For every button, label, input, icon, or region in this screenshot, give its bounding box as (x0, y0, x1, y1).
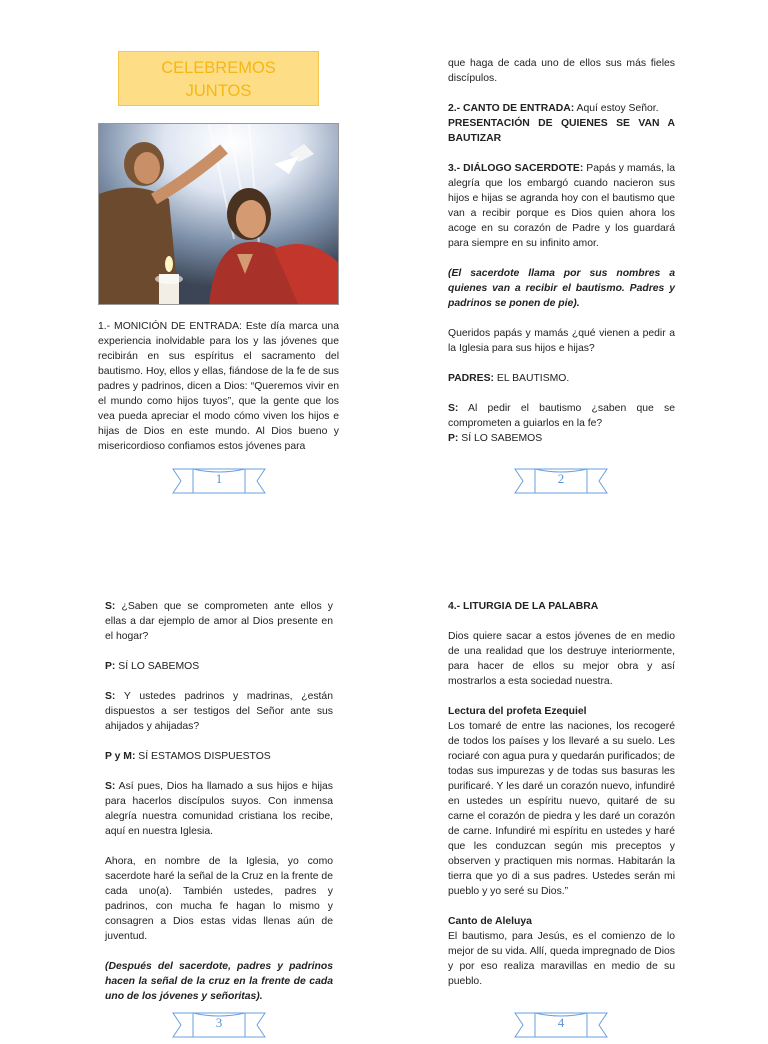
page-number-3: 3 (215, 1015, 223, 1030)
canto-entrada-text: Aquí estoy Señor. (574, 103, 659, 114)
dialogo-text: Papás y mamás, la alegría que los embargó cuando nacieron sus hijos e hijas se agranda hoy con el bautismo que van a recibir porque es Dios quien ahora los acoge en su corazón de Padre y los guardará para siempre en su infinito amor. (448, 163, 675, 249)
p-text: SÍ LO SABEMOS (458, 433, 543, 444)
pregunta-sacerdote (448, 401, 675, 431)
s2-label: S: (105, 691, 116, 702)
s-label: S: (448, 403, 459, 414)
lectura-text: Los tomaré de entre las naciones, los recogeré de todos los países y los llevaré a su suelo. Les rociaré con agua pura y quedarán purificados; de todas sus impurezas y de todas sus basuras les purificaré. Y les daré un corazón nuevo, infundiré en ustedes un espíritu nuevo, quitaré de su carne el corazón de piedra y les daré un corazón de carne. Infundiré mi espíritu en ustedes y haré que les conduzcan según mis preceptos y observen y practiquen mis normas. Habitarán la tierra que yo di a sus padres. Ustedes serán mi pueblo y yo seré su Dios.” (448, 721, 675, 897)
page-number-ribbon-1 (171, 467, 267, 495)
padres-label: PADRES: (448, 373, 494, 384)
lectura-title (448, 704, 675, 719)
s2-text: Y ustedes padrinos y madrinas, ¿están dispuestos a ser testigos del Señor ante sus ahijados y ahijadas? (105, 691, 333, 732)
page-number-ribbon-3 (171, 1011, 267, 1039)
canto-aleluya-text: El bautismo, para Jesús, es el comienzo de lo mejor de su vida. Allí, queda impregnado de Dios y por eso realiza maravillas en medio de su pueblo. (448, 931, 675, 987)
presentacion-label: PRESENTACIÓN DE QUIENES SE VAN A BAUTIZAR (448, 118, 675, 144)
monicion-paragraph: 1.- MONICIÓN DE ENTRADA: Este día marca una experiencia inolvidable para los y las jóvenes que recibirán en sus espíritus el sacramento del bautismo. Hoy, ellos y ellas, fiándose de la fe de sus padres y padrinos, dicen a Dios: “Queremos vivir en el mundo como hijos tuyos”, que la gente que los vea pueda apreciar el modo cómo viven los hijos e hijas de Dios en este mundo. Al Dios bueno y misericordioso confiamos estos jóvenes para (98, 321, 339, 452)
canto-aleluya-title (448, 914, 675, 929)
baptism-of-jesus-image (98, 123, 339, 305)
s3-line (105, 779, 333, 839)
pym-line (105, 749, 333, 764)
page2-text (448, 56, 675, 446)
title-line-2: JUNTOS (185, 82, 252, 100)
s1-text: ¿Saben que se comprometen ante ellos y ellas a dar ejemplo de amor al Dios presente en el hogar? (105, 601, 333, 642)
s3-label: S: (105, 781, 116, 792)
respuesta-padres (448, 371, 675, 386)
pregunta-padres: Queridos papás y mamás ¿qué vienen a pedir a la Iglesia para sus hijos e hijas? (448, 328, 675, 354)
respuesta-p (448, 431, 675, 446)
p1-label: P: (105, 661, 116, 672)
liturgia-heading (448, 599, 675, 614)
s-text: Al pedir el bautismo ¿saben que se comprometen a guiarlos en la fe? (448, 403, 675, 429)
title-box (118, 51, 319, 106)
title-line-1: CELEBREMOS (161, 59, 276, 77)
ahora-paragraph: Ahora, en nombre de la Iglesia, yo como sacerdote haré la señal de la Cruz en la frente de cada uno(a). También ustedes, padres y padrinos, con mucha fe hagan lo mismo y consagren a Dios estas vidas llenas aún de juventud. (105, 856, 333, 942)
s1-line (105, 599, 333, 644)
dialogo-label: 3.- DIÁLOGO SACERDOTE: (448, 163, 584, 174)
p1-line (105, 659, 333, 674)
p-label: P: (448, 433, 459, 444)
canto-entrada (448, 101, 675, 116)
presentacion-heading (448, 116, 675, 146)
page1-text (98, 319, 339, 454)
page3-text (105, 599, 333, 1004)
liturgia-label: 4.- LITURGIA DE LA PALABRA (448, 601, 599, 612)
p1-text: SÍ LO SABEMOS (115, 661, 200, 672)
page2-intro: que haga de cada uno de ellos sus más fieles discípulos. (448, 58, 675, 84)
page-number-ribbon-4 (513, 1011, 609, 1039)
page-number-ribbon-2 (513, 467, 609, 495)
page-number-4: 4 (557, 1015, 565, 1030)
canto-entrada-label: 2.- CANTO DE ENTRADA: (448, 103, 575, 114)
page4-text (448, 599, 675, 989)
liturgia-intro: Dios quiere sacar a estos jóvenes de en medio de una realidad que los destruye interiormente, para hacer de ellos su mejor obra y así mostrarlos a esta sociedad nuestra. (448, 631, 675, 687)
s2-line (105, 689, 333, 734)
pym-label: P y M: (105, 751, 136, 762)
s3-text: Así pues, Dios ha llamado a sus hijos e hijas para hacerlos discípulos suyos. Con inmensa alegría nuestra comunidad cristiana los recibe, aquí en nuestra Iglesia. (105, 781, 333, 837)
page-number-1: 1 (215, 471, 223, 486)
rubrica-nombres: (El sacerdote llama por sus nombres a quienes van a recibir el bautismo. Padres y padrinos se ponen de pie). (448, 268, 675, 309)
page-number-2: 2 (557, 471, 565, 486)
dialogo-sacerdote (448, 161, 675, 251)
pym-text: SÍ ESTAMOS DISPUESTOS (135, 751, 271, 762)
padres-text: EL BAUTISMO. (494, 373, 570, 384)
lectura-label: Lectura del profeta Ezequiel (448, 706, 587, 717)
s1-label: S: (105, 601, 116, 612)
canto-aleluya-label: Canto de Aleluya (448, 916, 532, 927)
rubrica-cruz: (Después del sacerdote, padres y padrinos hacen la señal de la cruz en la frente de cada uno de los jóvenes y señoritas). (105, 961, 333, 1002)
